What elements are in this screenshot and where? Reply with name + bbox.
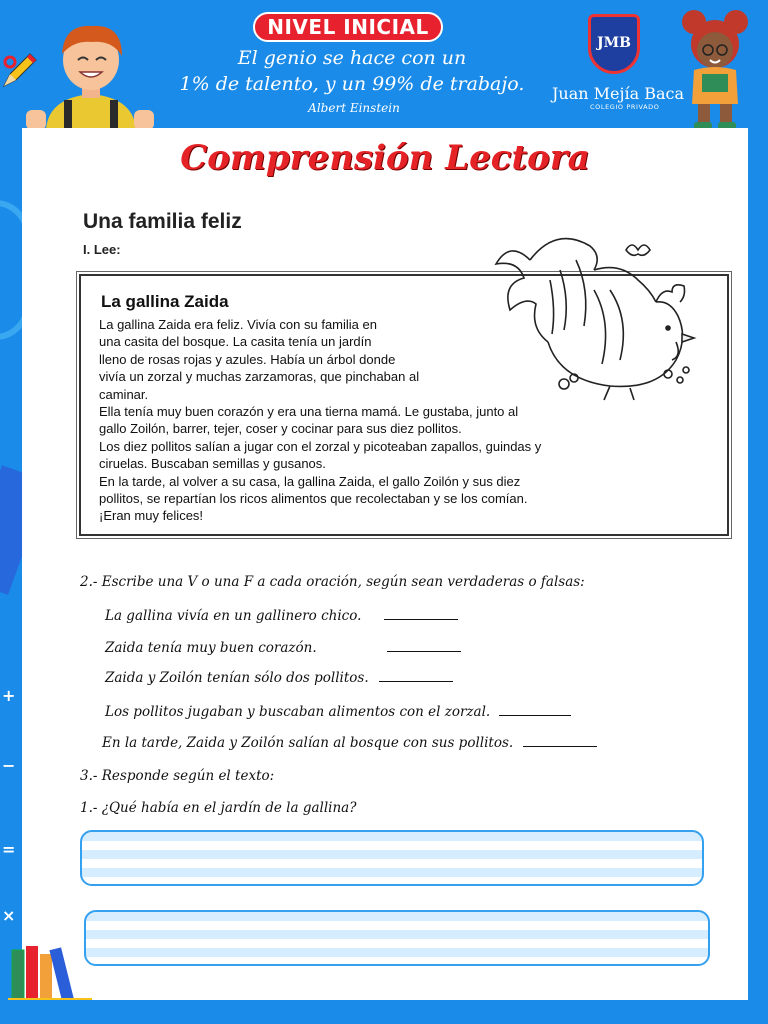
minus-symbol: − [2, 756, 16, 775]
answer-blank[interactable] [387, 640, 461, 652]
school-subtitle: COLEGIO PRIVADO [590, 103, 660, 111]
question-1: 1.- ¿Qué había en el jardín de la gallina? [80, 800, 357, 816]
times-symbol: × [2, 906, 16, 925]
reading-line: ¡Eran muy felices! [99, 508, 204, 524]
bottom-bar [0, 1000, 768, 1024]
answer-box-2[interactable] [84, 910, 710, 966]
statement-text: La gallina vivía en un gallinero chico. [105, 608, 362, 624]
statement-row [105, 704, 571, 720]
answer-blank[interactable] [379, 670, 453, 682]
reading-line: caminar. [99, 386, 149, 402]
reading-line: ciruelas. Buscaban semillas y gusanos. [99, 456, 326, 472]
reading-line: una casita del bosque. La casita tenía un jardín [99, 334, 372, 350]
statement-text: Zaida y Zoilón tenían sólo dos pollitos. [105, 670, 369, 686]
reading-line: gallo Zoilón, barrer, tejer, coser y cocinar para sus diez pollitos. [99, 421, 462, 437]
worksheet-page [22, 128, 748, 1000]
hen-illustration [490, 230, 706, 402]
story-heading: Una familia feliz [83, 210, 242, 233]
books-icon [8, 940, 92, 1006]
quote-line-1: El genio se hace con un [237, 47, 467, 69]
level-badge: NIVEL INICIAL [253, 12, 443, 42]
statement-text: En la tarde, Zaida y Zoilón salían al bosque con sus pollitos. [102, 735, 514, 751]
answer-blank[interactable] [523, 735, 597, 747]
instruction-read: I. Lee: [83, 242, 121, 257]
reading-line: La gallina Zaida era feliz. Vivía con su familia en [99, 317, 377, 332]
section-2-heading: 2.- Escribe una V o una F a cada oración, según sean verdaderas o falsas: [80, 574, 585, 590]
school-name: Juan Mejía Baca [552, 84, 684, 103]
reading-line: lleno de rosas rojas y azules. Había un árbol donde [99, 351, 396, 367]
plus-symbol: + [2, 686, 16, 705]
statement-text: Zaida tenía muy buen corazón. [105, 640, 317, 656]
answer-blank[interactable] [499, 704, 571, 716]
statement-row [105, 608, 458, 624]
section-3-heading: 3.- Responde según el texto: [80, 768, 275, 784]
quote-author: Albert Einstein [308, 101, 400, 115]
statement-text: Los pollitos jugaban y buscaban alimentos con el zorzal. [105, 704, 491, 720]
statement-row [105, 670, 453, 686]
reading-line: vivía un zorzal y muchas zarzamoras, que pinchaban al [99, 369, 420, 385]
reading-title: La gallina Zaida [101, 292, 229, 311]
reading-line: pollitos, se repartían los ricos alimentos que recolectaban y se los comían. [99, 491, 528, 507]
header [0, 0, 768, 130]
girl-illustration [672, 8, 756, 130]
page-title: Comprensión Lectora [180, 138, 590, 178]
answer-blank[interactable] [384, 608, 458, 620]
equals-symbol: = [2, 840, 16, 859]
reading-line: En la tarde, al volver a su casa, la gallina Zaida, el gallo Zoilón y sus diez [99, 473, 521, 489]
statement-row [102, 735, 597, 751]
reading-line: Los diez pollitos salían a jugar con el zorzal y picoteaban zapallos, guindas y [99, 438, 542, 454]
quote-line-2: 1% de talento, y un 99% de trabajo. [179, 73, 525, 95]
reading-line: Ella tenía muy buen corazón y era una tierna mamá. Le gustaba, junto al [99, 404, 519, 420]
answer-box-1[interactable] [80, 830, 704, 886]
statement-row [105, 640, 461, 656]
school-shield-logo: JMB [588, 14, 640, 74]
